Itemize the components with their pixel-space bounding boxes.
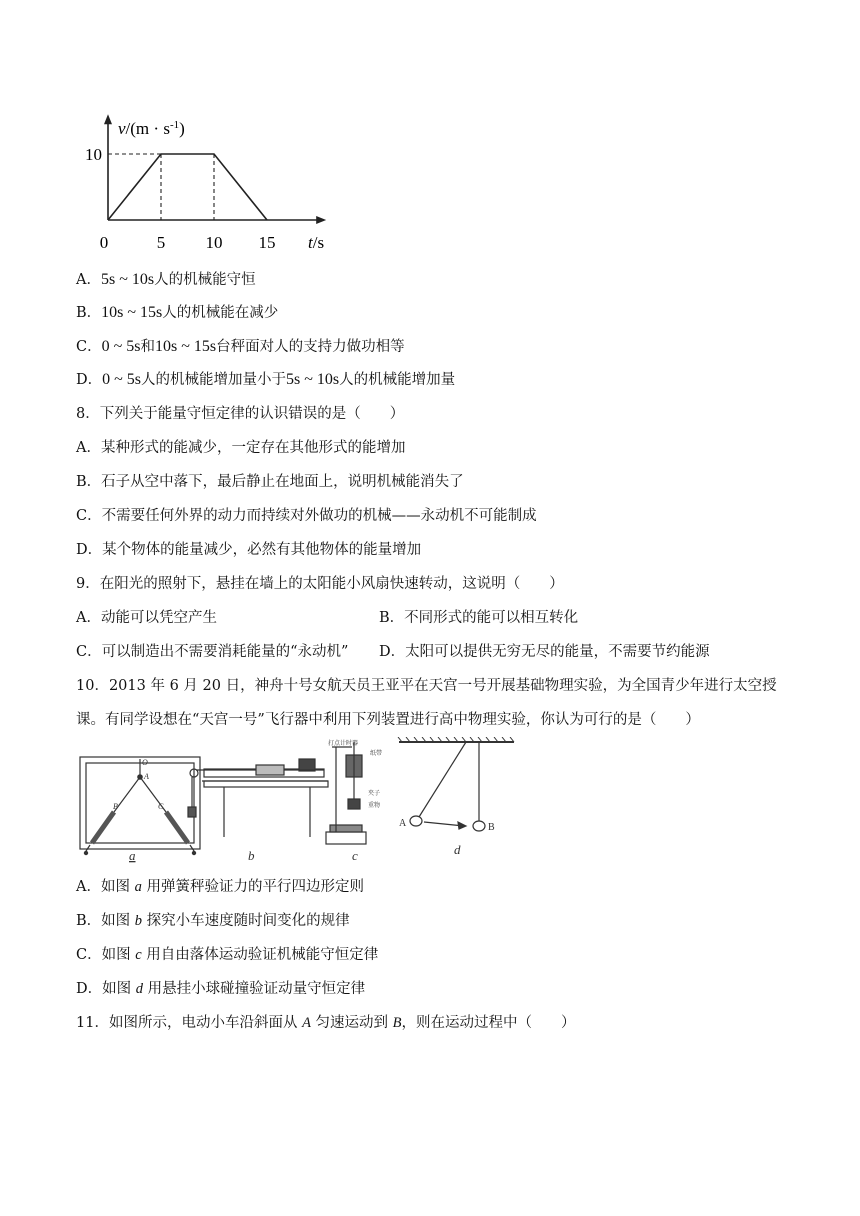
q9-option-b: B．不同形式的能可以相互转化: [379, 610, 579, 626]
q10-option-b: B．如图 b 探究小车速度随时间变化的规律: [76, 913, 350, 929]
y-tick-10: 10: [85, 145, 102, 164]
q8-option-a: A．某种形式的能减少，一定存在其他形式的能增加: [76, 440, 406, 456]
q7-option-b: B．10s ~ 15s人的机械能在减少: [76, 304, 279, 321]
figure-d-label: d: [454, 842, 461, 857]
x-tick-10: 10: [205, 233, 223, 252]
figure-d-point-b: B: [488, 822, 495, 833]
y-axis-label: $v/(m \cdot s^{-1})$: [118, 119, 185, 138]
q9-option-d: D．太阳可以提供无穷无尽的能量，不需要节约能源: [379, 644, 710, 660]
figure-a-point-a: A: [144, 772, 149, 781]
figure-a-point-o: O: [142, 758, 148, 767]
figure-a-label: a: [129, 848, 136, 863]
q9-stem: 9．在阳光的照射下，悬挂在墙上的太阳能小风扇快速转动，这说明（ ）: [76, 576, 564, 592]
x-axis-label: t/s: [308, 233, 325, 252]
x-tick-5: 5: [156, 233, 166, 252]
figure-c-label: c: [352, 848, 358, 863]
figure-c: [326, 742, 366, 844]
y-axis-arrow: [104, 114, 112, 124]
q10-option-a: A．如图 a 用弹簧秤验证力的平行四边形定则: [76, 879, 364, 895]
figure-a-point-b: B: [113, 802, 118, 811]
figure-c-text-timer: 打点计时器: [328, 741, 359, 747]
q7-option-a: A．5s ~ 10s人的机械能守恒: [76, 271, 256, 288]
figure-a-point-c: C: [158, 802, 164, 811]
x-tick-15: 15: [258, 233, 276, 252]
figure-b: [188, 759, 328, 837]
q8-option-c: C．不需要任何外界的动力而持续对外做功的机械——永动机不可能制成: [76, 508, 537, 524]
q7-option-c: C．0 ~ 5s和10s ~ 15s台秤面对人的支持力做功相等: [76, 338, 405, 355]
q8-option-b: B．石子从空中落下，最后静止在地面上，说明机械能消失了: [76, 474, 464, 490]
figure-b-label: b: [248, 848, 255, 863]
q10-option-c: C．如图 c 用自由落体运动验证机械能守恒定律: [76, 947, 379, 963]
q10-stem-line1: 10．2013 年 6 月 20 日，神舟十号女航天员王亚平在天宫一号开展基础物理实验，为全国青少年进行太空授: [76, 678, 777, 694]
q7-option-d: D．0 ~ 5s人的机械能增加量小于5s ~ 10s人的机械能增加量: [76, 371, 456, 388]
figure-c-text-tape: 纸带: [370, 751, 383, 757]
q10-stem-line2: 课。有同学设想在“天宫一号”飞行器中利用下列装置进行高中物理实验，你认为可行的是（ ）: [76, 712, 700, 728]
x-tick-0: 0: [99, 233, 109, 252]
figure-c-text-weight: 重物: [368, 803, 381, 809]
figure-d-point-a: A: [399, 818, 407, 829]
q10-apparatus-figure: [74, 737, 534, 867]
q11-stem: 11．如图所示，电动小车沿斜面从 A 匀速运动到 B，则在运动过程中（ ）: [76, 1015, 576, 1031]
figure-a: [80, 757, 200, 855]
q8-option-d: D．某个物体的能量减少，必然有其他物体的能量增加: [76, 542, 422, 558]
q10-option-d: D．如图 d 用悬挂小球碰撞验证动量守恒定律: [76, 981, 366, 997]
q9-option-c: C．可以制造出不需要消耗能量的“永动机”: [76, 644, 349, 660]
figure-c-text-clip: 夹子: [368, 791, 381, 797]
q9-option-a: A．动能可以凭空产生: [76, 610, 217, 626]
velocity-time-graph: [80, 112, 340, 252]
q8-stem: 8．下列关于能量守恒定律的认识错误的是（ ）: [76, 406, 405, 422]
velocity-series-line: [108, 154, 267, 220]
figure-d: [398, 737, 514, 831]
x-axis-arrow: [316, 216, 326, 224]
